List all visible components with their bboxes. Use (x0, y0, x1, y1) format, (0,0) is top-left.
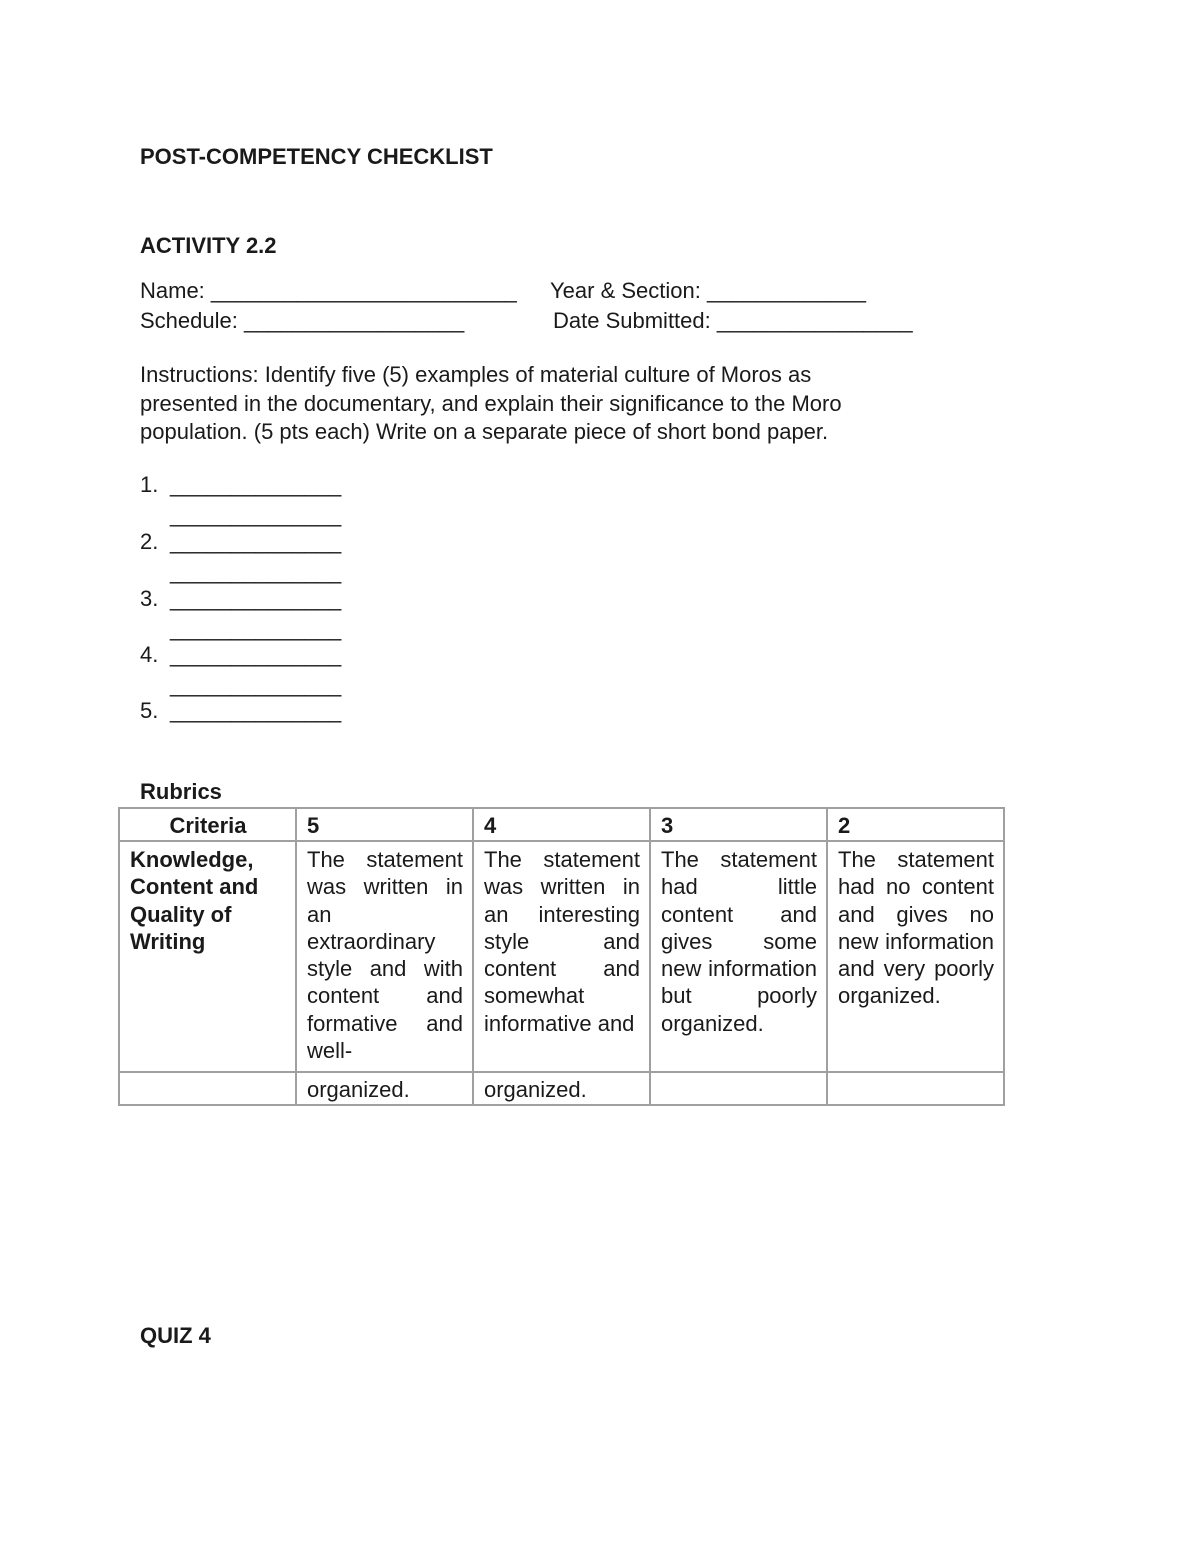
header-score-4: 4 (473, 808, 650, 841)
answer-line: ______________ (170, 642, 342, 667)
year-section-field: Year & Section: _____________ (550, 278, 867, 303)
answer-number: 2. (140, 529, 159, 554)
answer-line: ______________ (170, 529, 342, 554)
continuation-cell (119, 1072, 296, 1105)
answer-number: 5. (140, 698, 159, 723)
date-submitted-field: Date Submitted: ________________ (553, 308, 913, 333)
instructions-text: Instructions: Identify five (5) examples of material culture of Moros as presented in the documentary, and explain their significance to the Moro population. (5 pts each) Write on a separate piece of short bond paper. (140, 362, 842, 444)
score-2-description: The statement had no content and gives no new information and very poorly organized. (827, 841, 1004, 1072)
answer-number: 1. (140, 472, 159, 497)
continuation-cell: organized. (296, 1072, 473, 1105)
answer-number: 3. (140, 586, 159, 611)
answer-line: ______________ (170, 586, 342, 611)
schedule-field: Schedule: __________________ (140, 308, 465, 333)
rubrics-heading: Rubrics (140, 779, 222, 804)
continuation-cell (827, 1072, 1004, 1105)
answer-line: ______________ (170, 502, 342, 527)
table-row (119, 1072, 1004, 1105)
answer-line: ______________ (170, 472, 342, 497)
answer-line: ______________ (170, 698, 342, 723)
header-score-2: 2 (827, 808, 1004, 841)
activity-heading: ACTIVITY 2.2 (140, 233, 277, 258)
quiz-heading: QUIZ 4 (140, 1323, 211, 1348)
name-field: Name: _________________________ (140, 278, 517, 303)
header-criteria: Criteria (119, 808, 296, 841)
table-row (119, 841, 1004, 1072)
continuation-cell: organized. (473, 1072, 650, 1105)
answer-line: ______________ (170, 672, 342, 697)
header-score-3: 3 (650, 808, 827, 841)
rubrics-table (118, 807, 1005, 1106)
criterion-cell: Knowledge, Content and Quality of Writing (119, 841, 296, 1072)
score-5-description: The statement was written in an extraordinary style and with content and formative and well- (296, 841, 473, 1072)
answer-line: ______________ (170, 559, 342, 584)
continuation-cell (650, 1072, 827, 1105)
score-4-description: The statement was written in an interesting style and content and somewhat informative and (473, 841, 650, 1072)
answer-number: 4. (140, 642, 159, 667)
table-header-row (119, 808, 1004, 841)
score-3-description: The statement had little content and gives some new information but poorly organized. (650, 841, 827, 1072)
answer-line: ______________ (170, 616, 342, 641)
header-score-5: 5 (296, 808, 473, 841)
document-title: POST-COMPETENCY CHECKLIST (140, 144, 493, 169)
